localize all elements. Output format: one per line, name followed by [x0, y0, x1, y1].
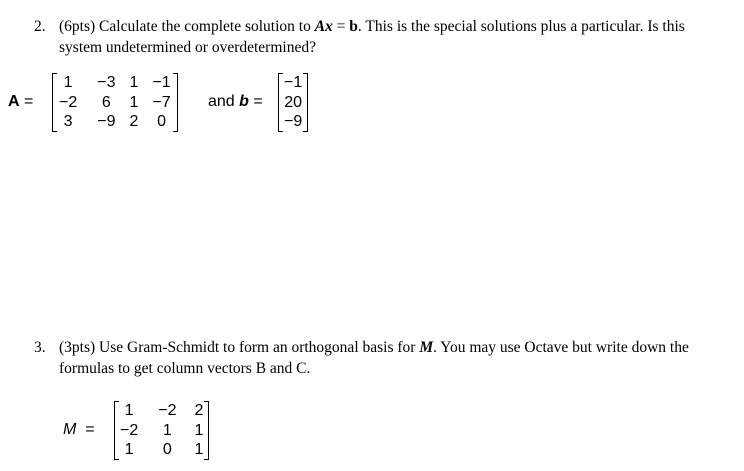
vector-b: [278, 73, 308, 132]
matrix-cell: −2: [59, 93, 78, 111]
variable-M: M: [419, 339, 434, 356]
left-bracket: [278, 73, 283, 132]
right-bracket: [204, 401, 209, 460]
matrix-cell: 1: [194, 421, 204, 439]
matrix-cell: 3: [63, 113, 73, 130]
problem-line-1: (3pts) Use Gram-Schmidt to form an orthogonal basis for M. You may use Octave but write down the: [59, 339, 689, 356]
right-bracket: [173, 73, 178, 132]
matrix-row: [116, 440, 207, 460]
points-label: (6pts): [59, 18, 96, 35]
matrix-cell: 1: [162, 421, 172, 439]
left-bracket: [114, 401, 119, 460]
matrix-cell: 0: [162, 441, 172, 458]
matrix-cell: 1: [129, 93, 139, 111]
matrix-cell: 2: [129, 113, 139, 130]
matrix-cell: −2: [120, 421, 139, 439]
matrix-M: [114, 401, 209, 460]
problem-statement: [59, 16, 685, 58]
right-bracket: [303, 73, 308, 132]
problem-line-2: system undetermined or overdetermined?: [59, 39, 316, 56]
matrix-cell: −7: [152, 93, 171, 111]
matrix-row: [55, 93, 175, 113]
matrix-cell: 1: [194, 441, 204, 458]
matrix-cell: 1: [124, 402, 134, 419]
matrix-cell: −1: [284, 74, 303, 91]
matrix-cell: −9: [284, 113, 303, 130]
problem-number: 2.: [34, 18, 46, 35]
matrix-row: [55, 112, 175, 132]
matrix-cell: 0: [157, 113, 166, 130]
left-bracket: [52, 73, 57, 132]
matrix-cell: −1: [152, 74, 171, 91]
matrix-cell: 20: [284, 93, 303, 111]
problem-number: 3.: [34, 339, 46, 356]
matrix-row: [116, 401, 207, 421]
matrix-A-label: A =: [8, 93, 34, 110]
matrix-row: [116, 421, 207, 441]
matrix-cell: 6: [101, 93, 111, 111]
problem-line-2: formulas to get column vectors B and C.: [59, 360, 311, 377]
points-label: (3pts): [59, 339, 96, 356]
matrix-cell: 1: [124, 441, 134, 458]
matrix-cell: −3: [97, 74, 116, 91]
matrix-cell: 2: [194, 402, 204, 419]
equation-Ax: Ax: [314, 18, 333, 35]
matrix-row: [55, 73, 175, 93]
problem-statement: [59, 337, 689, 379]
matrix-M-label: M =: [63, 421, 95, 438]
matrix-A: [52, 73, 178, 132]
matrix-cell: 1: [129, 74, 139, 91]
vector-b-label: and b =: [208, 93, 263, 110]
matrix-cell: −9: [97, 113, 116, 130]
matrix-cell: 1: [63, 74, 73, 91]
equation-b: b: [349, 18, 358, 35]
matrix-cell: −2: [158, 402, 177, 419]
problem-line-1: (6pts) Calculate the complete solution to Ax = b. This is the special solutions plus a particular. Is this: [59, 18, 685, 35]
